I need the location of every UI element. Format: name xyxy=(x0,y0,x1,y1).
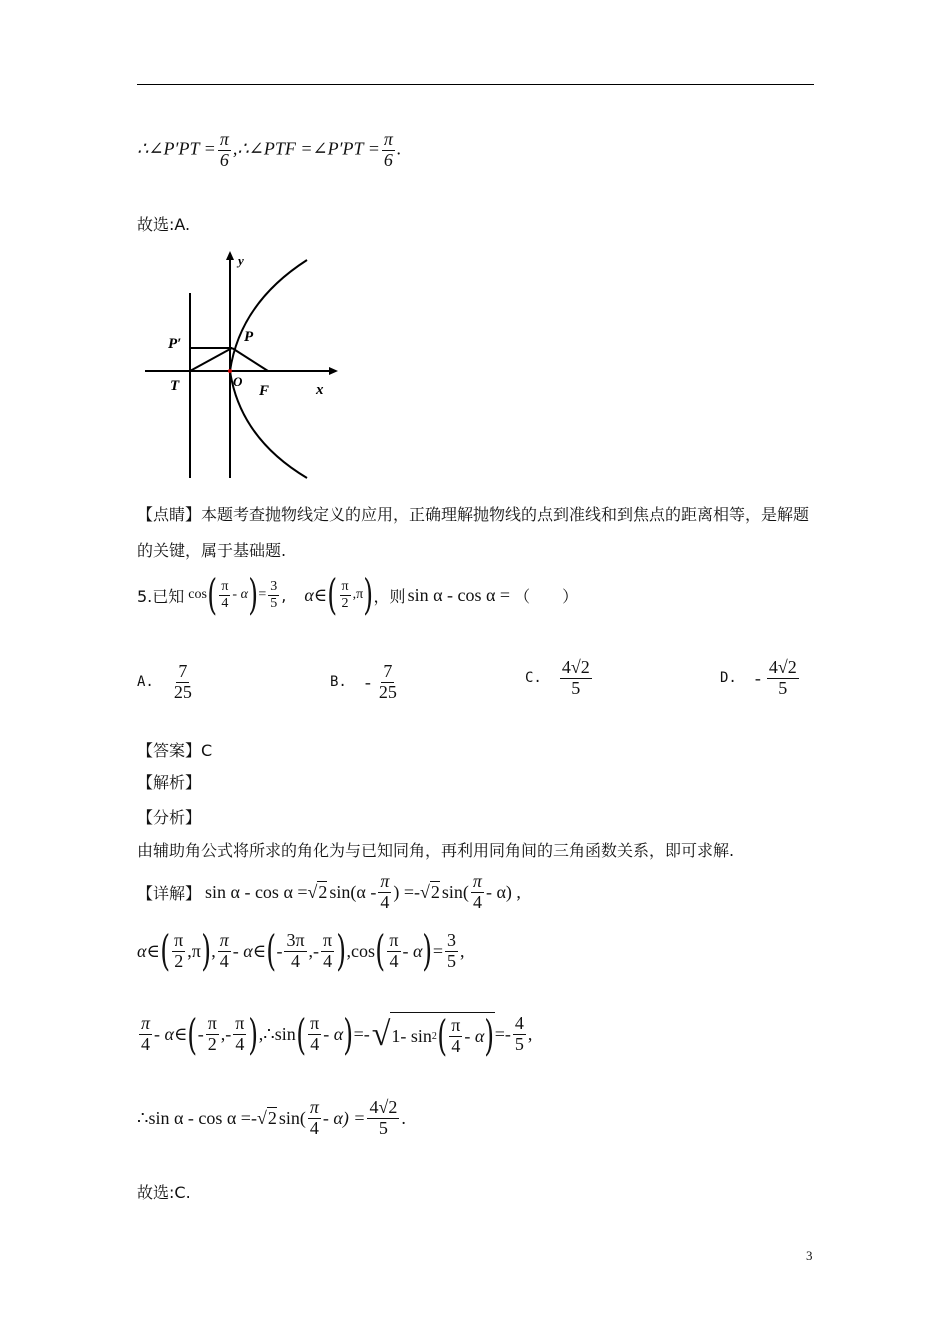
parabola-figure xyxy=(140,248,340,483)
label-p: P xyxy=(244,329,254,345)
fenxi-text: 由辅助角公式将所求的角化为与已知同角，再利用同角间的三角函数关系，即可求解. xyxy=(137,841,735,860)
segment-t-p xyxy=(190,348,232,371)
option-c[interactable]: C. $\frac{4√2}{5}$ xyxy=(525,657,590,698)
origin-point xyxy=(228,369,232,373)
label-t: T xyxy=(170,378,180,394)
answer-line: 【答案】C xyxy=(137,741,213,760)
label-o: O xyxy=(233,374,243,389)
option-a[interactable]: A. $\frac{7}{25}$ xyxy=(137,661,192,702)
label-y: y xyxy=(238,253,244,268)
question-5: 5.已知 cos ( $\frac{\pi}{4}$ - α ) = $\frac{3}{5}$ , α∈ ( $\frac{\pi}{2}$ ,π ) ，则 sin α - cos α = （ ） xyxy=(137,570,579,619)
dianjing-line1: 【点睛】本题考查抛物线定义的应用，正确理解抛物线的点到准线和到焦点的距离相等，是解题 xyxy=(137,505,810,524)
choice-a-text: 故选:A. xyxy=(137,215,191,234)
label-x: x xyxy=(316,382,324,398)
label-pprime: P′ xyxy=(168,336,182,352)
dianjing-line2: 的关键，属于基础题. xyxy=(137,541,287,560)
choice-c-text: 故选:C. xyxy=(137,1183,191,1202)
page-number: 3 xyxy=(806,1248,813,1263)
option-b[interactable]: B. - $\frac{7}{25}$ xyxy=(330,661,397,702)
parabola-curve xyxy=(230,260,307,478)
label-f: F xyxy=(259,383,270,399)
option-d[interactable]: D. - $\frac{4√2}{5}$ xyxy=(720,657,797,698)
detail-line-1: 【详解】 sin α - cos α = √ 2 sin(α - $\frac{\pi}{4}$ ) =- √ 2 sin( $\frac{\pi}{4}$ - α) , xyxy=(137,871,521,912)
fenxi-heading: 【分析】 xyxy=(137,808,202,827)
segment-p-f xyxy=(232,348,268,371)
y-arrow-icon xyxy=(226,251,234,260)
header-rule xyxy=(137,84,814,85)
jiexi-heading: 【解析】 xyxy=(137,773,202,792)
detail-line-3: $\frac{\pi}{4}$ - α∈ ( - $\frac{\pi}{2}$ ,- $\frac{\pi}{4}$ ) ,∴sin ( $\frac{\pi}{4}$ - α ) =- √ 1- sin 2 ( $\frac{\pi}{4}$ - α ) =- $\frac{4}{5}$ , xyxy=(141,1009,533,1060)
detail-line-4: ∴sin α - cos α =- √ 2 sin( $\frac{\pi}{4}$ - α) = $\frac{4√2}{5}$ . xyxy=(137,1097,406,1138)
x-arrow-icon xyxy=(329,367,338,375)
math-line-angle: ∴∠P′PT = $\frac{\pi}{6}$ ,∴∠PTF =∠P′PT = $\frac{\pi}{6}$ . xyxy=(137,129,402,170)
detail-line-2: α∈ ( $\frac{\pi}{2}$ ,π ) , $\frac{\pi}{4}$ - α∈ ( - $\frac{3\pi}{4}$ ,- $\frac{\pi}{4}$ ) ,cos ( $\frac{\pi}{4}$ - α ) = $\frac{3}{5}$ , xyxy=(137,926,465,975)
